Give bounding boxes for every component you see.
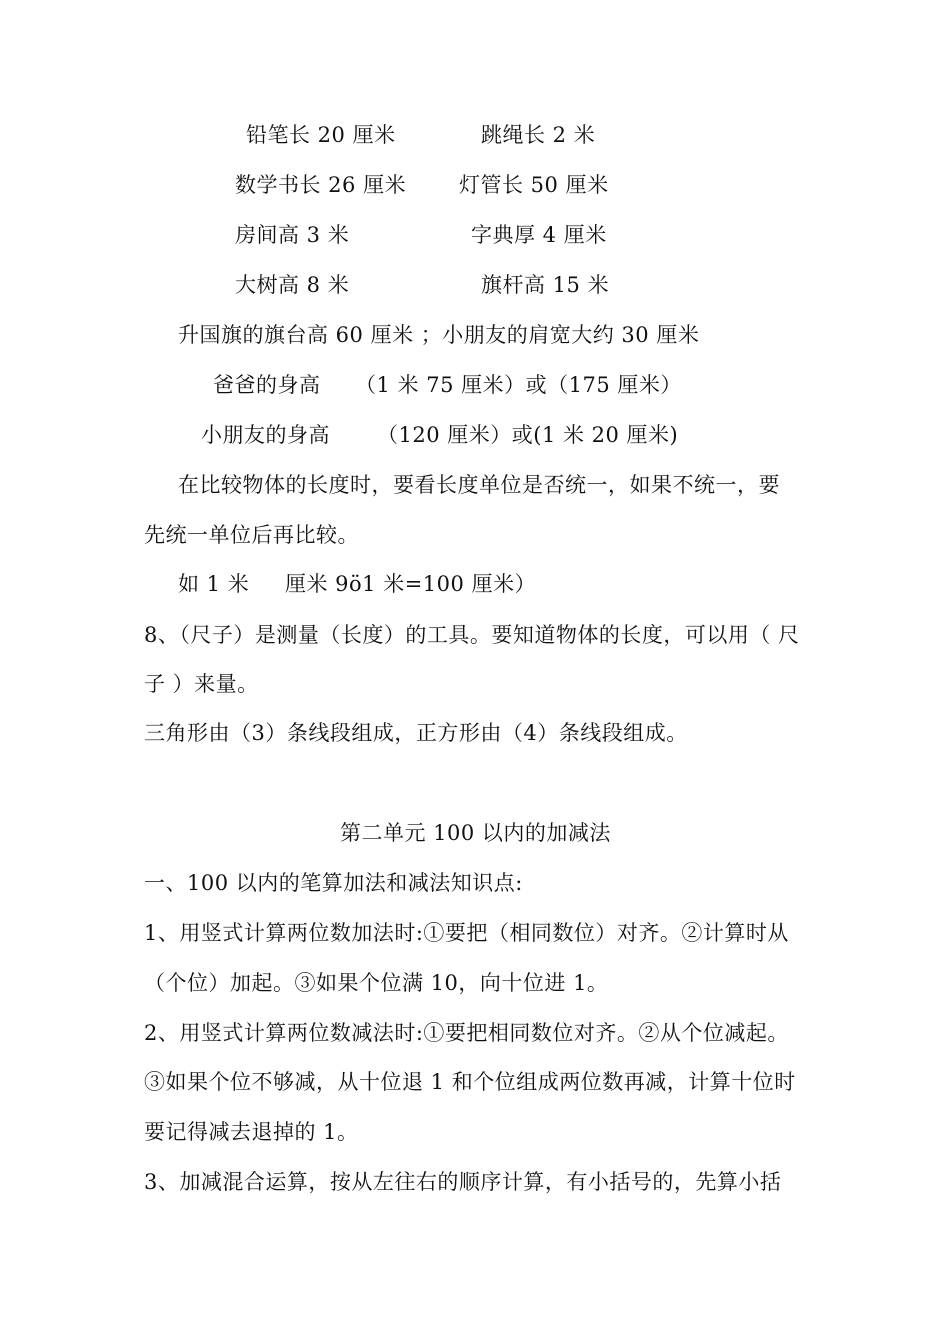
measure-tree: 大树高 8 米 [235,273,350,297]
measure-lamp-tube: 灯管长 50 厘米 [459,173,609,197]
unit2-title: 第二单元 100 以内的加减法 [340,821,611,845]
dad-height-label: 爸爸的身高 [213,373,321,397]
example-part-a: 如 1 米 [178,572,250,596]
unit2-section1-heading: 一、100 以内的笔算加法和减法知识点: [144,871,523,895]
measure-flagpole: 旗杆高 15 米 [481,273,610,297]
measure-room: 房间高 3 米 [235,223,350,247]
child-height-value: （120 厘米）或(1 米 20 厘米) [377,423,679,447]
unit2-point2-line2: ③如果个位不够减，从十位退 1 和个位组成两位数再减，计算十位时 [144,1070,796,1094]
measure-jump-rope: 跳绳长 2 米 [481,123,596,147]
measure-flag-platform: 升国旗的旗台高 60 厘米 ；小朋友的肩宽大约 30 厘米 [178,323,700,347]
shapes-note: 三角形由（3）条线段组成，正方形由（4）条线段组成。 [144,721,688,745]
unit2-point2-line3: 要记得减去退掉的 1。 [144,1120,359,1144]
measure-dictionary: 字典厚 4 厘米 [471,223,607,247]
example-part-b: 厘米 9ö1 米=100 厘米） [285,572,537,596]
compare-note-line2: 先统一单位后再比较。 [144,523,359,547]
unit2-point3-line1: 3、加减混合运算，按从左往右的顺序计算，有小括号的，先算小括 [144,1170,782,1194]
measure-math-book: 数学书长 26 厘米 [235,173,407,197]
measure-pencil: 铅笔长 20 厘米 [246,123,396,147]
child-height-label: 小朋友的身高 [201,423,330,447]
item8-line1: 8、（尺子）是测量（长度）的工具。要知道物体的长度，可以用（ 尺 [144,623,800,647]
dad-height-value: （1 米 75 厘米）或（175 厘米） [355,373,682,397]
item8-line2: 子 ）来量。 [144,672,259,696]
compare-note-line1: 在比较物体的长度时，要看长度单位是否统一，如果不统一，要 [178,473,780,497]
unit2-point2-line1: 2、用竖式计算两位数减法时:①要把相同数位对齐。②从个位减起。 [144,1021,789,1045]
unit2-point1-line1: 1、用竖式计算两位数加法时:①要把（相同数位）对齐。②计算时从 [144,921,789,945]
unit2-point1-line2: （个位）加起。③如果个位满 10，向十位进 1。 [144,971,609,995]
